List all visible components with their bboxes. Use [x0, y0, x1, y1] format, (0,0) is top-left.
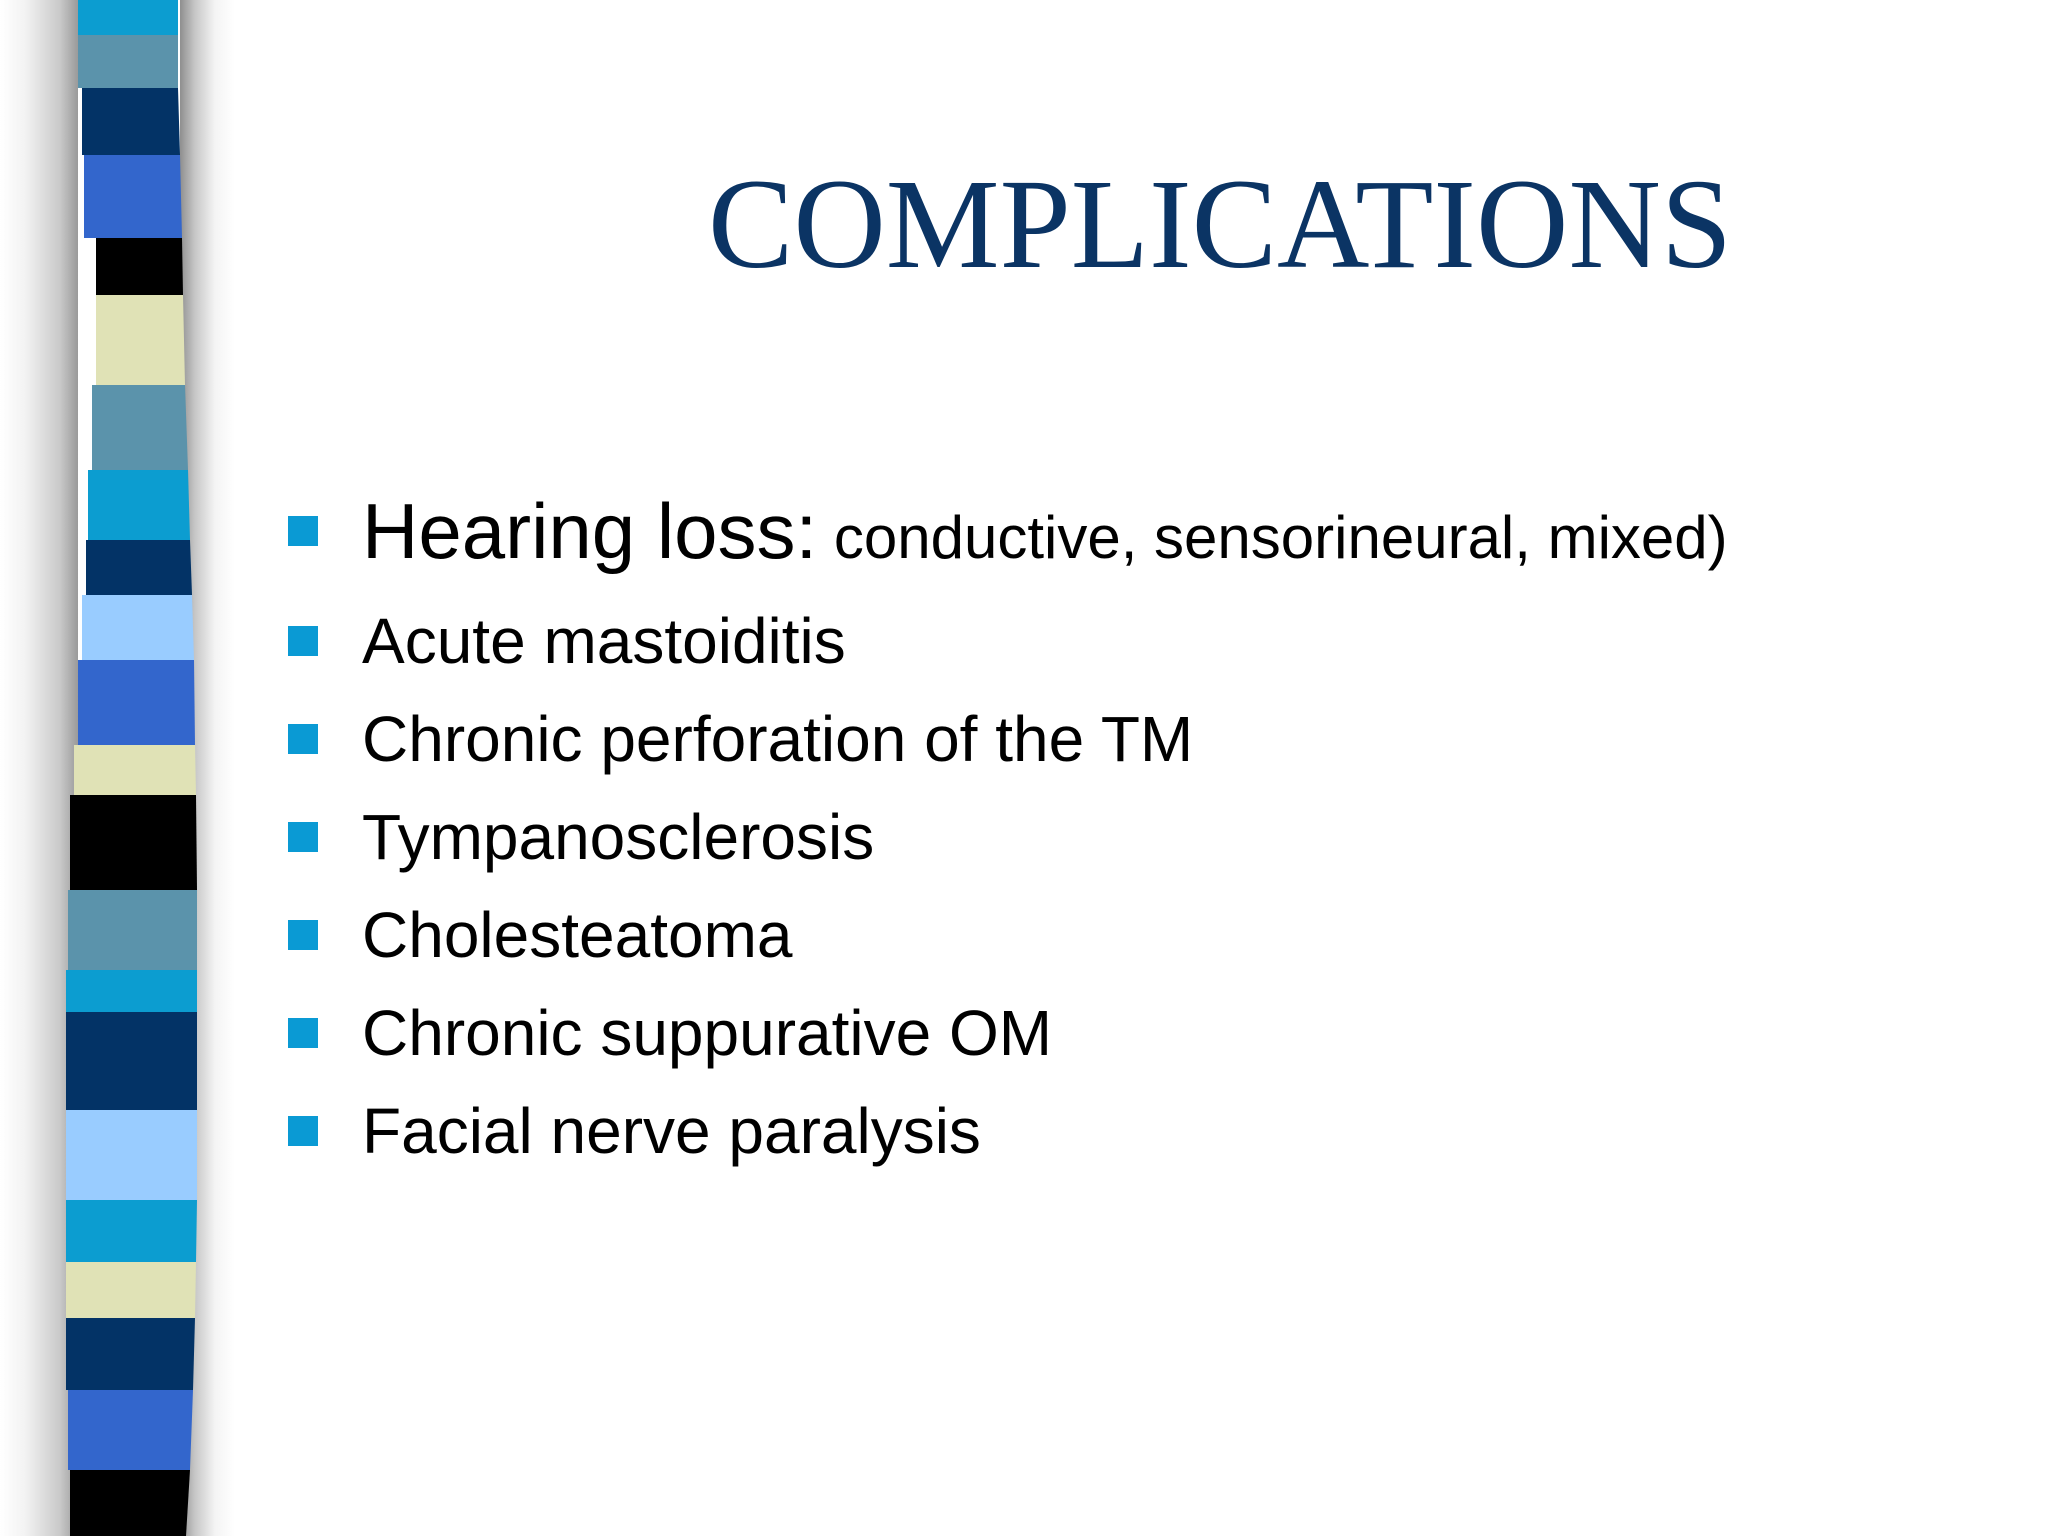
square-bullet-icon [288, 822, 318, 852]
bullet-item-acute-mastoiditis [288, 592, 1728, 690]
bullet-text [362, 486, 1728, 577]
bullet-item-facial-nerve-paralysis [288, 1082, 1728, 1180]
square-bullet-icon [288, 626, 318, 656]
square-bullet-icon [288, 516, 318, 546]
bullet-text: Chronic perforation of the TM [362, 703, 1194, 775]
bullet-lead-text: Hearing loss: [362, 486, 818, 575]
square-bullet-icon [288, 1018, 318, 1048]
square-bullet-icon [288, 920, 318, 950]
bullet-list [288, 470, 1728, 1180]
bullet-text: Chronic suppurative OM [362, 997, 1053, 1069]
bullet-item-tympanosclerosis [288, 788, 1728, 886]
square-bullet-icon [288, 1116, 318, 1146]
slide-title: COMPLICATIONS [707, 153, 1733, 295]
decorative-stripe-bar [0, 0, 240, 1536]
bullet-item-cholesteatoma [288, 886, 1728, 984]
square-bullet-icon [288, 724, 318, 754]
bullet-item-chronic-perforation [288, 690, 1728, 788]
bullet-rest-text: conductive, sensorineural, mixed) [817, 503, 1728, 571]
bullet-item-chronic-suppurative-om [288, 984, 1728, 1082]
bullet-item-hearing-loss [288, 470, 1728, 592]
bullet-text: Acute mastoiditis [362, 605, 846, 677]
bullet-text: Cholesteatoma [362, 899, 793, 971]
bullet-text: Tympanosclerosis [362, 801, 875, 873]
bullet-text: Facial nerve paralysis [362, 1095, 981, 1167]
